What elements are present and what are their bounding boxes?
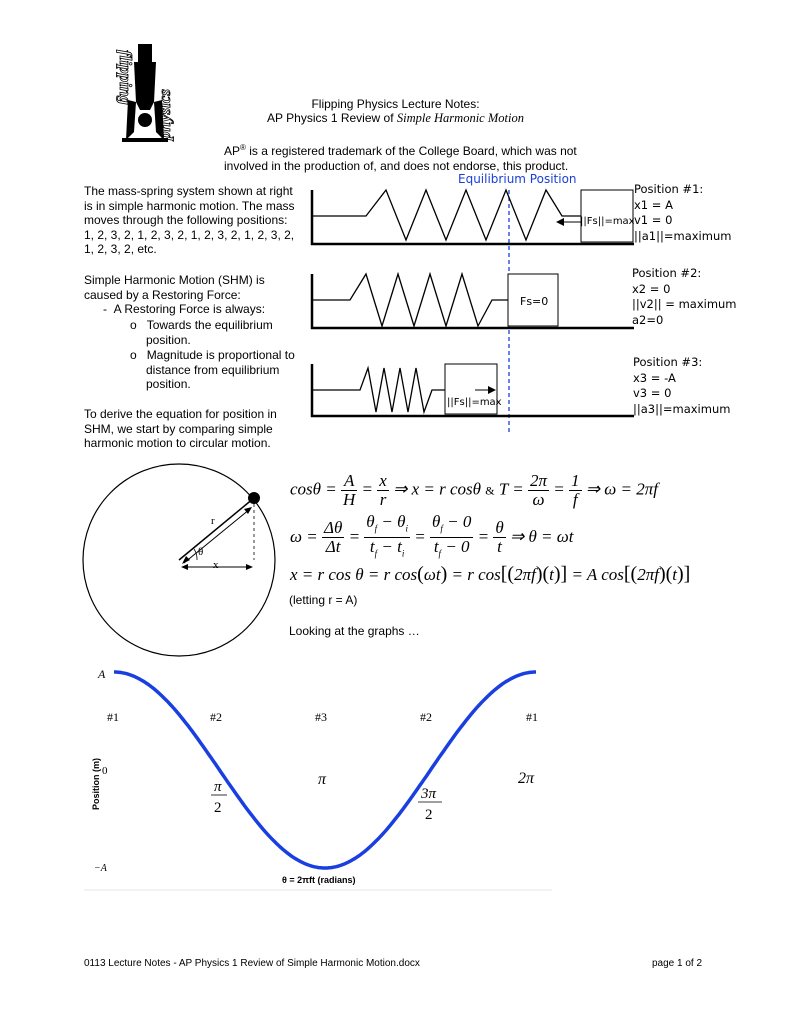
looking-note: Looking at the graphs …: [289, 624, 420, 638]
trademark-text: is a registered trademark of the College Board, which was not involved in the production of, and does not endorse, this product.: [224, 144, 577, 173]
tick-3pi-over-2-den: 2: [425, 807, 433, 823]
cosine-curve: [114, 672, 536, 868]
box1-force-label: ||Fs||=max: [580, 216, 635, 227]
position-2-line: a2=0: [632, 312, 664, 327]
position-2-block: [632, 266, 772, 328]
formula-position: x = r cos θ = r cos(ωt) = r cos[(2πf)(t)] = A cos[(2πf)(t)]: [290, 563, 691, 585]
shm-paragraph: Simple Harmonic Motion (SHM) is caused by a Restoring Force:: [84, 273, 265, 302]
position-1-line: v1 = 0: [634, 213, 673, 227]
r-label: r: [211, 515, 215, 527]
position-3-line: ||a3||=maximum: [633, 401, 731, 416]
position-1-line: x1 = A: [634, 197, 673, 212]
trademark-notice: [224, 140, 624, 174]
sub-bullet-magnitude: o Magnitude is proportional to distance from equilibrium position.: [130, 348, 295, 391]
marker-2: #2: [210, 710, 222, 724]
sub-bullet-towards: o Towards the equilibrium position.: [130, 318, 273, 347]
circular-motion-diagram: [82, 462, 282, 662]
tick-pi-over-2-den: 2: [214, 800, 222, 816]
position-2-line: x2 = 0: [632, 281, 671, 296]
position-1-line: ||a1||=maximum: [634, 228, 732, 243]
marker-1b: #1: [526, 710, 538, 724]
position-2-title: Position #2:: [632, 266, 702, 280]
subtitle-prefix: AP Physics 1 Review of: [267, 111, 397, 125]
r-arrow: [184, 509, 250, 563]
position-1-block: [634, 182, 774, 244]
logo-text-physics: physics: [155, 89, 174, 140]
equilibrium-position-label: Equilibrium Position: [458, 172, 577, 186]
marker-1: #1: [107, 710, 119, 724]
subtitle-italic: Simple Harmonic Motion: [396, 111, 524, 125]
letting-note: (letting r = A): [289, 593, 358, 607]
formula-angular-velocity: ω = $\frac{\Delta\theta}{\Delta t}$ = $\frac{\theta_f - \theta_i}{t_f - t_i}$ = $\frac{\theta_f - 0}{t_f - 0}$ = $\frac{\theta}{t}$ ⇒ θ = ωt: [290, 512, 574, 559]
position-3-line: v3 = 0: [633, 386, 672, 400]
logo-text-flipping: flipping: [116, 50, 135, 105]
page-title: Flipping Physics Lecture Notes:: [311, 97, 480, 111]
position-3-block: [633, 355, 773, 417]
x-label: x: [213, 559, 219, 571]
marker-3: #3: [315, 710, 327, 724]
trademark-ap: AP: [224, 144, 241, 158]
y-tick-zero: 0: [102, 765, 108, 777]
y-axis-label: Position (m): [91, 758, 101, 810]
y-tick-a: A: [98, 667, 106, 681]
restoring-force-bullet: - A Restoring Force is always:: [103, 302, 266, 316]
flipping-physics-logo: [98, 40, 193, 150]
sub-bullet-text: Towards the equilibrium position.: [146, 318, 273, 347]
footer-filename: 0113 Lecture Notes - AP Physics 1 Review of Simple Harmonic Motion.docx: [84, 958, 420, 969]
position-1-title: Position #1:: [634, 182, 704, 196]
tick-pi: π: [318, 771, 327, 788]
box2-force-label: Fs=0: [520, 295, 549, 308]
sub-bullet-text: Magnitude is proportional to distance from equilibrium position.: [146, 348, 295, 391]
marker-2b: #2: [420, 710, 432, 724]
trademark-reg: ®: [240, 143, 246, 152]
box3-force-label: ||Fs||=max: [447, 397, 502, 408]
tick-pi-over-2-num: π: [214, 779, 222, 795]
tick-3pi-over-2-num: 3π: [421, 786, 437, 802]
position-3-title: Position #3:: [633, 355, 703, 369]
derive-paragraph: To derive the equation for position in SHM, we start by comparing simple harmonic motion to circular motion.: [84, 407, 277, 450]
radius-line: [179, 498, 254, 560]
theta-label: θ: [198, 546, 204, 558]
footer-page-number: page 1 of 2: [652, 958, 703, 969]
intro-paragraph: The mass-spring system shown at right is in simple harmonic motion. The mass moves through the following positions: 1, 2, 3, 2, 1, 2, 3, 2, 1, 2, 3, 2, 1, 2, 3, 2, 1, 2, 3, 2, etc.: [84, 184, 295, 256]
position-2-line: ||v2|| = maximum: [632, 297, 737, 311]
page-subtitle: [0, 110, 791, 126]
x-axis-label: θ = 2πft (radians): [282, 875, 356, 885]
tick-2pi: 2π: [518, 770, 535, 787]
formula-cos-period: cosθ = $\frac{A}{H}$ = $\frac{x}{r}$ ⇒ x = r cosθ & T = $\frac{2\pi}{\omega}$ = $\frac{1}{f}$ ⇒ ω = 2πf: [290, 471, 659, 509]
rotating-mass-icon: [248, 492, 260, 504]
spring-diagram-3: [312, 364, 634, 416]
position-graph: [84, 660, 554, 895]
position-3-line: x3 = -A: [633, 370, 676, 385]
spring-diagram-2: [312, 274, 634, 328]
y-tick-minus-a: −A: [94, 863, 107, 874]
bullet-text: A Restoring Force is always:: [113, 302, 266, 316]
